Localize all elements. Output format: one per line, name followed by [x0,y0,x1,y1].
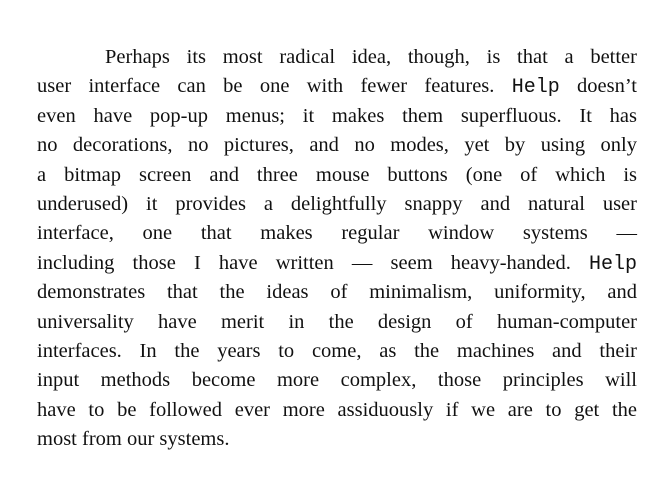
text-segment: most from our systems. [37,428,230,451]
text-line [37,190,637,219]
text-line [37,249,637,278]
text-segment: demonstrates that the ideas of minimalism, uniformity, and [37,281,637,304]
inline-code-help: Help [588,252,637,276]
text-line [37,161,637,190]
text-segment: including those I have written — seem heavy-handed. [37,251,589,274]
text-line [37,219,637,248]
body-paragraph [37,43,637,454]
inline-code-help: Help [511,76,560,100]
text-line [37,425,637,454]
text-line [37,396,637,425]
text-line [37,308,637,337]
text-segment: universality have merit in the design of human-computer [37,310,637,333]
text-segment: interface, one that makes regular window systems — [37,222,637,245]
text-segment: even have pop-up menus; it makes them superfluous. It has [37,104,637,127]
text-segment: have to be followed ever more assiduously if we are to get the [37,398,637,421]
text-segment: Perhaps its most radical idea, though, is that a better [105,46,637,68]
text-segment: no decorations, no pictures, and no modes, yet by using only [37,134,637,157]
text-line [37,102,637,131]
text-line [37,278,637,307]
text-line [37,72,637,101]
text-segment: a bitmap screen and three mouse buttons (one of which is [37,163,637,186]
text-segment: underused) it provides a delightfully snappy and natural user [37,192,637,215]
text-segment: doesn’t [559,75,637,98]
text-line [37,43,637,72]
text-segment: user interface can be one with fewer features. [37,75,512,98]
text-line [37,337,637,366]
text-line [37,366,637,395]
text-segment: input methods become more complex, those principles will [37,369,637,392]
text-segment: interfaces. In the years to come, as the machines and their [37,339,637,362]
text-line [37,131,637,160]
